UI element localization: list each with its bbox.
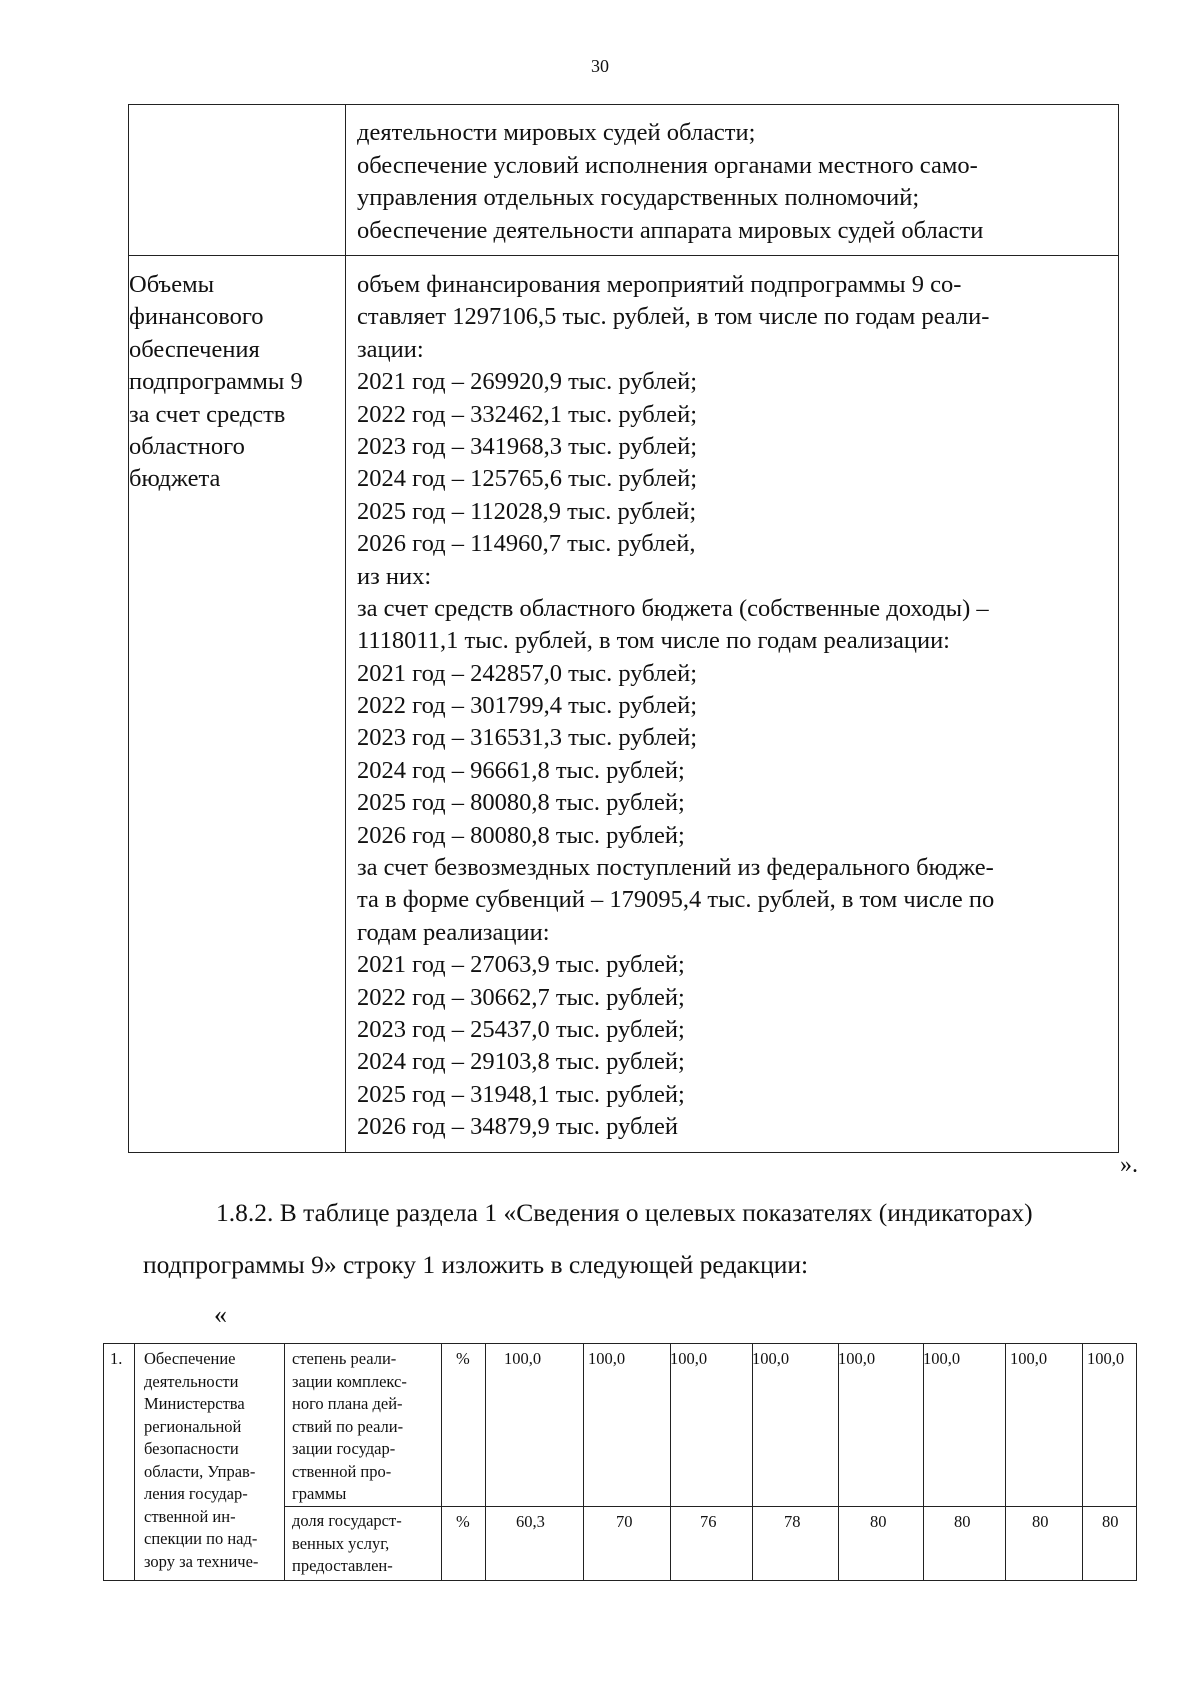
goal-name-cell [144, 1348, 258, 1573]
text-line: финансового [129, 303, 264, 331]
value-cell: 100,0 [670, 1349, 708, 1368]
indicator-name-cell [292, 1348, 407, 1506]
page-number: 30 [591, 56, 609, 76]
value-cell: 100,0 [752, 1349, 790, 1368]
text-line: обеспечение деятельности аппарата мировых судей области [357, 216, 984, 244]
value-cell: 80 [954, 1512, 971, 1531]
text-line: региональной [144, 1416, 242, 1436]
column-divider [752, 1344, 753, 1580]
text-line: 2025 год – 112028,9 тыс. рублей; [357, 497, 697, 525]
funding-table [128, 104, 1119, 1153]
value-cell: 76 [700, 1512, 717, 1531]
text-line: обеспечения [129, 335, 260, 363]
funding-label-cell [129, 269, 303, 496]
text-line: деятельности мировых судей области; [357, 119, 756, 146]
text-line: области, Управ- [144, 1461, 256, 1481]
value-cell: 60,3 [516, 1512, 545, 1531]
text-line: бюджета [129, 465, 221, 493]
opening-quote: « [214, 1300, 227, 1329]
text-line: зору за техниче- [144, 1551, 259, 1571]
text-line: 2022 год – 332462,1 тыс. рублей; [357, 400, 698, 428]
text-line: обеспечение условий исполнения органами местного само- [357, 151, 978, 179]
text-line: 2026 год – 114960,7 тыс. рублей, [357, 530, 696, 558]
text-line: 2025 год – 31948,1 тыс. рублей; [357, 1080, 685, 1108]
value-cell: 80 [1032, 1512, 1049, 1531]
column-divider [134, 1344, 135, 1580]
text-line: за счет средств областного бюджета (собственные доходы) – [357, 594, 989, 622]
column-divider [1082, 1344, 1083, 1580]
text-line: Объемы [129, 271, 215, 298]
text-line: Министерства [144, 1394, 245, 1413]
column-divider [923, 1344, 924, 1580]
text-line: степень реали- [292, 1349, 397, 1368]
unit-cell: % [456, 1512, 470, 1531]
amendment-paragraph-line-1: 1.8.2. В таблице раздела 1 «Сведения о целевых показателях (индикаторах) [216, 1198, 1033, 1227]
text-line: за счет безвозмездных поступлений из федерального бюдже- [357, 854, 994, 882]
text-line: 2026 год – 34879,9 тыс. рублей [357, 1113, 679, 1141]
tasks-cell [357, 117, 983, 247]
text-line: Обеспечение [144, 1349, 236, 1368]
text-line: 2024 год – 96661,8 тыс. рублей; [357, 756, 685, 784]
value-cell: 100,0 [1087, 1349, 1125, 1368]
row-number: 1. [110, 1349, 123, 1368]
column-divider [583, 1344, 584, 1580]
text-line: объем финансирования мероприятий подпрограммы 9 со- [357, 271, 962, 298]
row-divider [284, 1506, 1136, 1507]
text-line: зации: [357, 335, 424, 363]
text-line: ственной про- [292, 1461, 392, 1481]
text-line: подпрограммы 9 [129, 368, 303, 396]
amendment-paragraph-line-2: подпрограммы 9» строку 1 изложить в следующей редакции: [143, 1250, 809, 1279]
indicator-name-cell [292, 1510, 402, 1578]
unit-cell: % [456, 1349, 470, 1368]
text-line: та в форме субвенций – 179095,4 тыс. рублей, в том числе по [357, 886, 995, 914]
text-line: за счет средств [129, 400, 286, 428]
value-cell: 100,0 [1010, 1349, 1048, 1368]
column-divider [485, 1344, 486, 1580]
text-line: венных услуг, [292, 1533, 390, 1553]
column-divider [345, 105, 346, 1152]
text-line: 2023 год – 316531,3 тыс. рублей; [357, 724, 698, 752]
value-cell: 100,0 [588, 1349, 626, 1368]
text-line: областного [129, 432, 245, 460]
column-divider [284, 1344, 285, 1580]
text-line: спекции по над- [144, 1529, 258, 1548]
text-line: 2021 год – 242857,0 тыс. рублей; [357, 659, 698, 687]
text-line: 2025 год – 80080,8 тыс. рублей; [357, 789, 685, 817]
text-line: ствий по реали- [292, 1416, 404, 1436]
text-line: 2024 год – 29103,8 тыс. рублей; [357, 1048, 685, 1076]
value-cell: 70 [616, 1512, 633, 1531]
value-cell: 100,0 [504, 1349, 542, 1368]
text-line: ственной ин- [144, 1506, 236, 1526]
value-cell: 100,0 [838, 1349, 876, 1368]
text-line: зации государ- [292, 1439, 396, 1458]
text-line: 2023 год – 341968,3 тыс. рублей; [357, 432, 698, 460]
text-line: из них: [357, 562, 432, 590]
text-line: 2021 год – 269920,9 тыс. рублей; [357, 368, 698, 396]
text-line: ления государ- [144, 1484, 248, 1503]
column-divider [441, 1344, 442, 1580]
text-line: деятельности [144, 1371, 239, 1391]
closing-quote: ». [1120, 1152, 1138, 1178]
text-line: 2022 год – 301799,4 тыс. рублей; [357, 692, 698, 720]
value-cell: 80 [870, 1512, 887, 1531]
value-cell: 100,0 [923, 1349, 961, 1368]
text-line: годам реализации: [357, 918, 550, 946]
text-line: 2026 год – 80080,8 тыс. рублей; [357, 821, 685, 849]
text-line: 1118011,1 тыс. рублей, в том числе по годам реализации: [357, 627, 950, 655]
text-line: безопасности [144, 1439, 239, 1458]
text-line: граммы [292, 1484, 347, 1503]
funding-details-cell [357, 269, 994, 1144]
column-divider [838, 1344, 839, 1580]
value-cell: 78 [784, 1512, 801, 1531]
row-divider [129, 255, 1118, 256]
text-line: 2022 год – 30662,7 тыс. рублей; [357, 983, 685, 1011]
text-line: доля государст- [292, 1511, 402, 1530]
text-line: 2024 год – 125765,6 тыс. рублей; [357, 465, 698, 493]
text-line: 2021 год – 27063,9 тыс. рублей; [357, 951, 685, 979]
text-line: предоставлен- [292, 1556, 393, 1575]
text-line: ставляет 1297106,5 тыс. рублей, в том числе по годам реали- [357, 303, 990, 331]
text-line: зации комплекс- [292, 1371, 407, 1391]
column-divider [1005, 1344, 1006, 1580]
text-line: управления отдельных государственных полномочий; [357, 184, 920, 211]
text-line: ного плана дей- [292, 1394, 403, 1413]
value-cell: 80 [1102, 1512, 1119, 1531]
column-divider [670, 1344, 671, 1580]
indicators-table [103, 1343, 1137, 1581]
text-line: 2023 год – 25437,0 тыс. рублей; [357, 1015, 685, 1043]
